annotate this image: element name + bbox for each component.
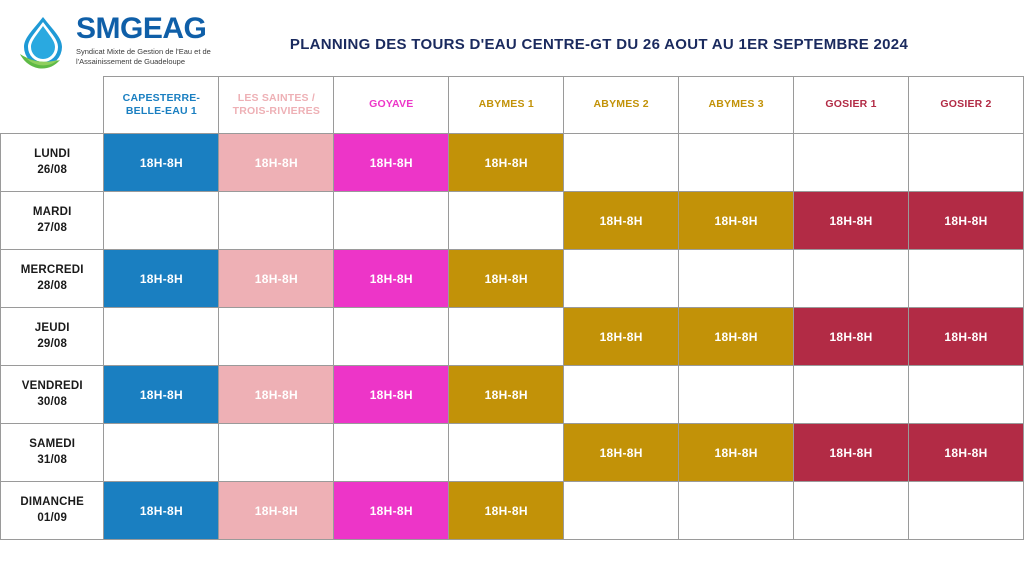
slot-cell-filled: 18H-8H bbox=[334, 366, 449, 424]
day-name: MARDI bbox=[32, 205, 72, 218]
column-header-abymes-3: ABYMES 3 bbox=[679, 77, 794, 134]
slot-cell-filled: 18H-8H bbox=[909, 308, 1024, 366]
day-name: DIMANCHE bbox=[20, 495, 84, 508]
slot-cell-filled: 18H-8H bbox=[219, 250, 334, 308]
page-header bbox=[0, 0, 1024, 76]
day-date: 29/08 bbox=[37, 337, 68, 350]
table-body bbox=[1, 134, 1024, 540]
day-date: 30/08 bbox=[37, 395, 68, 408]
slot-cell-empty bbox=[794, 250, 909, 308]
slot-cell-filled: 18H-8H bbox=[564, 424, 679, 482]
slot-cell-filled: 18H-8H bbox=[909, 192, 1024, 250]
slot-cell-empty bbox=[679, 250, 794, 308]
slot-cell-filled: 18H-8H bbox=[449, 366, 564, 424]
column-header-gosier-2: GOSIER 2 bbox=[909, 77, 1024, 134]
slot-cell-filled: 18H-8H bbox=[679, 424, 794, 482]
slot-cell-filled: 18H-8H bbox=[334, 250, 449, 308]
slot-cell-empty bbox=[449, 192, 564, 250]
table-header-row bbox=[1, 77, 1024, 134]
slot-cell-empty bbox=[334, 192, 449, 250]
day-cell bbox=[1, 250, 104, 308]
day-name: LUNDI bbox=[34, 147, 71, 160]
column-header-les-saintes-trois-rivieres: LES SAINTES / TROIS-RIVIERES bbox=[219, 77, 334, 134]
day-name: MERCREDI bbox=[20, 263, 84, 276]
slot-cell-filled: 18H-8H bbox=[104, 250, 219, 308]
day-date: 01/09 bbox=[37, 511, 68, 524]
planning-table bbox=[0, 76, 1024, 540]
slot-cell-empty bbox=[909, 482, 1024, 540]
column-header-abymes-2: ABYMES 2 bbox=[564, 77, 679, 134]
slot-cell-filled: 18H-8H bbox=[104, 134, 219, 192]
column-header-gosier-1: GOSIER 1 bbox=[794, 77, 909, 134]
day-name: VENDREDI bbox=[21, 379, 83, 392]
day-date: 31/08 bbox=[37, 453, 68, 466]
slot-cell-filled: 18H-8H bbox=[564, 192, 679, 250]
day-cell bbox=[1, 308, 104, 366]
slot-cell-filled: 18H-8H bbox=[449, 250, 564, 308]
slot-cell-empty bbox=[334, 424, 449, 482]
slot-cell-filled: 18H-8H bbox=[334, 134, 449, 192]
slot-cell-empty bbox=[564, 482, 679, 540]
slot-cell-filled: 18H-8H bbox=[794, 192, 909, 250]
slot-cell-filled: 18H-8H bbox=[679, 192, 794, 250]
slot-cell-empty bbox=[104, 424, 219, 482]
slot-cell-empty bbox=[219, 192, 334, 250]
slot-cell-empty bbox=[564, 134, 679, 192]
slot-cell-empty bbox=[564, 366, 679, 424]
table-row bbox=[1, 250, 1024, 308]
logo-wordmark: SMGEAG bbox=[76, 12, 207, 45]
slot-cell-filled: 18H-8H bbox=[564, 308, 679, 366]
day-cell bbox=[1, 366, 104, 424]
slot-cell-empty bbox=[794, 482, 909, 540]
slot-cell-empty bbox=[679, 366, 794, 424]
day-date: 27/08 bbox=[37, 221, 68, 234]
water-drop-leaf-icon bbox=[14, 14, 72, 72]
slot-cell-filled: 18H-8H bbox=[219, 482, 334, 540]
slot-cell-empty bbox=[679, 134, 794, 192]
logo-subtitle: Syndicat Mixte de Gestion de l'Eau et de l'Assainissement de Guadeloupe bbox=[76, 47, 211, 67]
slot-cell-filled: 18H-8H bbox=[909, 424, 1024, 482]
page-title: PLANNING DES TOURS D'EAU CENTRE-GT DU 26 AOUT AU 1ER SEPTEMBRE 2024 bbox=[289, 36, 909, 53]
slot-cell-empty bbox=[564, 250, 679, 308]
column-header-capesterre-belle-eau-1: CAPESTERRE-BELLE-EAU 1 bbox=[104, 77, 219, 134]
slot-cell-empty bbox=[909, 250, 1024, 308]
slot-cell-empty bbox=[909, 366, 1024, 424]
slot-cell-filled: 18H-8H bbox=[449, 482, 564, 540]
slot-cell-filled: 18H-8H bbox=[104, 482, 219, 540]
logo bbox=[14, 12, 254, 72]
slot-cell-filled: 18H-8H bbox=[104, 366, 219, 424]
table-row bbox=[1, 134, 1024, 192]
corner-cell bbox=[1, 77, 104, 134]
day-date: 28/08 bbox=[37, 279, 68, 292]
slot-cell-empty bbox=[794, 366, 909, 424]
slot-cell-empty bbox=[794, 134, 909, 192]
slot-cell-filled: 18H-8H bbox=[449, 134, 564, 192]
slot-cell-empty bbox=[909, 134, 1024, 192]
day-cell bbox=[1, 192, 104, 250]
slot-cell-empty bbox=[334, 308, 449, 366]
table-row bbox=[1, 366, 1024, 424]
slot-cell-empty bbox=[104, 192, 219, 250]
day-name: JEUDI bbox=[34, 321, 70, 334]
column-header-abymes-1: ABYMES 1 bbox=[449, 77, 564, 134]
slot-cell-empty bbox=[449, 424, 564, 482]
table-row bbox=[1, 308, 1024, 366]
slot-cell-filled: 18H-8H bbox=[794, 308, 909, 366]
table-row bbox=[1, 482, 1024, 540]
slot-cell-empty bbox=[219, 424, 334, 482]
slot-cell-filled: 18H-8H bbox=[334, 482, 449, 540]
day-name: SAMEDI bbox=[29, 437, 76, 450]
table-row bbox=[1, 192, 1024, 250]
planning-table-wrap bbox=[0, 76, 1024, 540]
slot-cell-empty bbox=[449, 308, 564, 366]
slot-cell-filled: 18H-8H bbox=[679, 308, 794, 366]
table-row bbox=[1, 424, 1024, 482]
slot-cell-empty bbox=[679, 482, 794, 540]
slot-cell-filled: 18H-8H bbox=[794, 424, 909, 482]
slot-cell-filled: 18H-8H bbox=[219, 134, 334, 192]
slot-cell-filled: 18H-8H bbox=[219, 366, 334, 424]
column-header-goyave: GOYAVE bbox=[334, 77, 449, 134]
slot-cell-empty bbox=[219, 308, 334, 366]
logo-text bbox=[76, 12, 211, 67]
slot-cell-empty bbox=[104, 308, 219, 366]
day-cell bbox=[1, 482, 104, 540]
day-date: 26/08 bbox=[37, 163, 68, 176]
day-cell bbox=[1, 134, 104, 192]
day-cell bbox=[1, 424, 104, 482]
